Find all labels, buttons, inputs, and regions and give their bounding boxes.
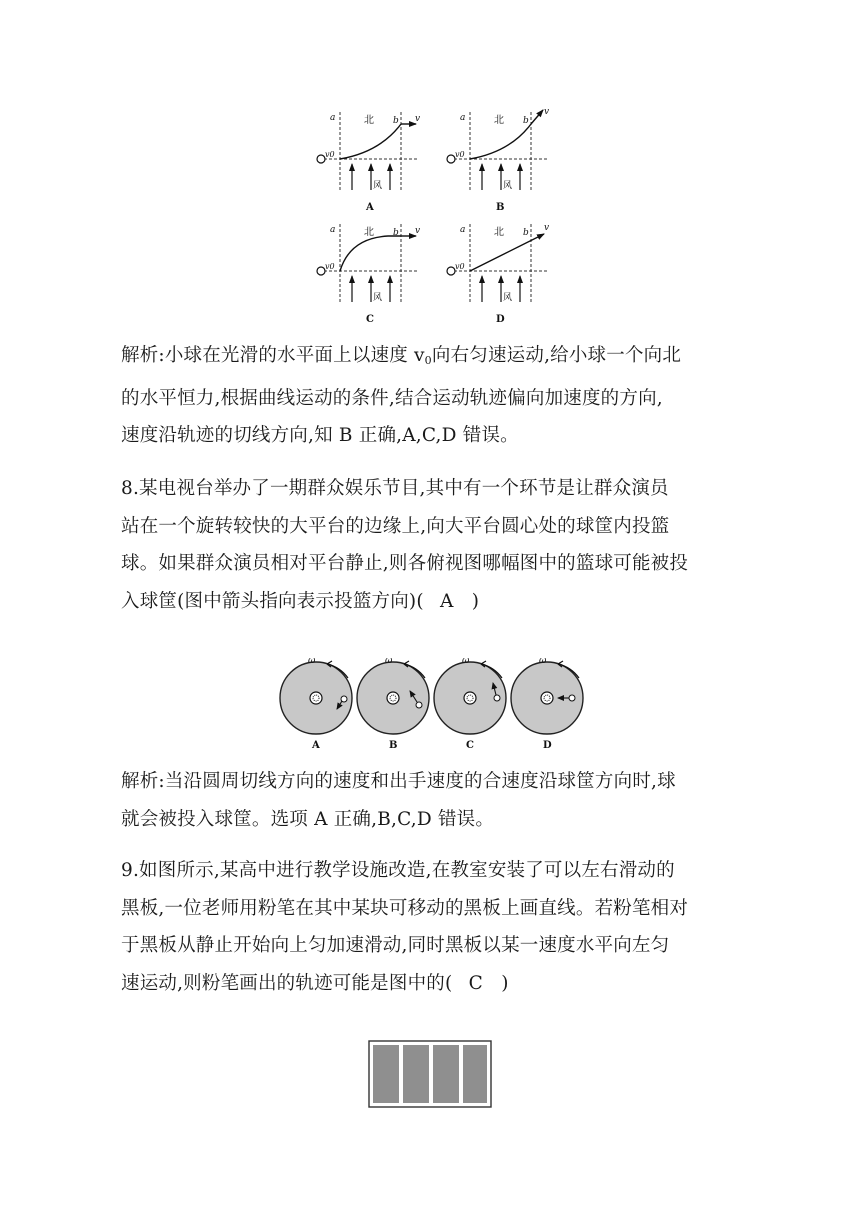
label-wind: 风 xyxy=(503,181,513,191)
label-a: a xyxy=(460,113,466,123)
analysis-8 xyxy=(121,763,746,838)
question-9-line-4: 速运动,则粉笔画出的轨迹可能是图中的( C ) xyxy=(121,965,746,1003)
label-north: 北 xyxy=(364,227,374,238)
platform-figure xyxy=(276,654,586,754)
label-wind: 风 xyxy=(373,181,383,191)
wind-panel-d xyxy=(447,223,549,325)
label-v: v xyxy=(415,114,421,124)
option-label-b: B xyxy=(496,202,505,213)
question-8-line-2: 站在一个旋转较快的大平台的边缘上,向大平台圆心处的球筐内投篮 xyxy=(121,515,670,537)
board-panel-1 xyxy=(373,1045,399,1103)
analysis-7 xyxy=(121,337,746,455)
label-north: 北 xyxy=(364,115,374,126)
analysis-8-line-2: 就会被投入球筐。选项 A 正确,B,C,D 错误。 xyxy=(121,808,495,830)
disk-a xyxy=(280,656,352,751)
option-label-c: C xyxy=(366,314,374,325)
label-a: a xyxy=(330,225,336,235)
label-wind: 风 xyxy=(503,293,513,303)
answer-9: C ) xyxy=(468,972,509,994)
label-v: v xyxy=(415,226,421,236)
disk-option-d: D xyxy=(543,740,552,751)
disk-b xyxy=(357,656,429,751)
label-v0: v0 xyxy=(325,150,335,159)
label-v0: v0 xyxy=(455,150,465,159)
disk-option-a: A xyxy=(312,740,320,751)
blackboard-figure xyxy=(368,1040,492,1108)
board-panel-4 xyxy=(463,1045,487,1103)
wind-panel-a xyxy=(317,112,420,213)
analysis-7-line-2: 的水平恒力,根据曲线运动的条件,结合运动轨迹偏向加速度的方向, xyxy=(121,387,663,409)
answer-8: A ) xyxy=(439,590,480,612)
question-9-line-2: 黑板,一位老师用粉笔在其中某块可移动的黑板上画直线。若粉笔相对 xyxy=(121,897,689,919)
label-b: b xyxy=(523,116,529,126)
label-v0: v0 xyxy=(325,262,335,271)
label-b: b xyxy=(393,228,399,238)
disk-option-b: B xyxy=(389,740,398,751)
board-panel-3 xyxy=(433,1045,459,1103)
label-north: 北 xyxy=(494,115,504,126)
label-v0: v0 xyxy=(455,262,465,271)
label-north: 北 xyxy=(494,227,504,238)
analysis-7-line-1: 解析:小球在光滑的水平面上以速度 $v_0$向右匀速运动,给小球一个向北 xyxy=(121,345,682,367)
question-9 xyxy=(121,852,746,1002)
question-9-line-1: 9.如图所示,某高中进行教学设施改造,在教室安装了可以左右滑动的 xyxy=(121,860,675,881)
question-8-line-1: 8.某电视台举办了一期群众娱乐节目,其中有一个环节是让群众演员 xyxy=(121,478,669,499)
label-wind: 风 xyxy=(373,293,383,303)
wind-panel-b xyxy=(447,107,549,213)
disk-option-c: C xyxy=(466,740,474,751)
wind-panel-c xyxy=(317,224,420,325)
analysis-8-line-1: 解析:当沿圆周切线方向的速度和出手速度的合速度沿球筐方向时,球 xyxy=(121,771,676,792)
analysis-7-line-3: 速度沿轨迹的切线方向,知 B 正确,A,C,D 错误。 xyxy=(121,425,519,446)
label-a: a xyxy=(330,113,336,123)
question-8 xyxy=(121,470,746,620)
board-panel-2 xyxy=(403,1045,429,1103)
question-8-line-3: 球。如果群众演员相对平台静止,则各俯视图哪幅图中的篮球可能被投 xyxy=(121,553,689,574)
label-v: v xyxy=(544,223,550,233)
disk-d xyxy=(511,656,583,751)
wind-trajectory-figure xyxy=(310,106,560,328)
label-v: v xyxy=(544,107,550,117)
label-b: b xyxy=(523,228,529,238)
label-b: b xyxy=(393,116,399,126)
omega-label: ω xyxy=(539,656,547,666)
disk-c xyxy=(434,656,506,751)
label-a: a xyxy=(460,225,466,235)
omega-label: ω xyxy=(308,656,316,666)
option-label-a: A xyxy=(366,202,374,213)
omega-label: ω xyxy=(462,656,470,666)
option-label-d: D xyxy=(496,314,505,325)
question-9-line-3: 于黑板从静止开始向上匀加速滑动,同时黑板以某一速度水平向左匀 xyxy=(121,935,670,956)
question-8-line-4: 入球筐(图中箭头指向表示投篮方向)( A ) xyxy=(121,583,746,621)
omega-label: ω xyxy=(385,656,393,666)
